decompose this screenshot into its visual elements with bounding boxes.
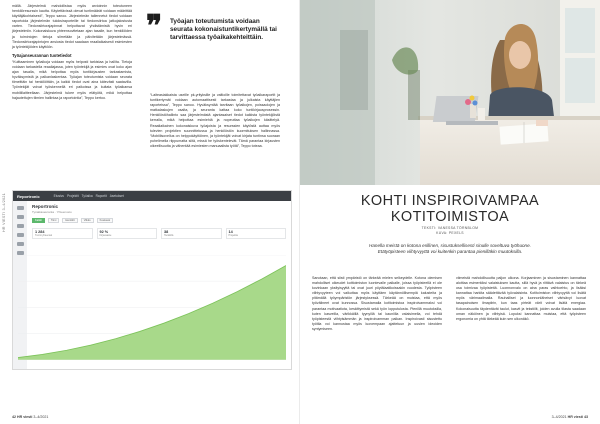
left-column-2 xyxy=(150,93,280,152)
metric-card xyxy=(161,228,222,239)
filter-chip[interactable]: Kuukausi xyxy=(97,218,114,223)
pull-quote-text: Työajan toteutumista voidaan seurata kokonaistuntikertymällä tai tarvittaessa työaikakehteittäin. xyxy=(170,18,277,42)
filter-chip[interactable]: Tiimi xyxy=(48,218,59,223)
pull-quote xyxy=(146,9,280,44)
quote-mark-icon: ❞ xyxy=(146,9,163,44)
filter-chip[interactable]: Viikko xyxy=(81,218,94,223)
right-page xyxy=(300,0,600,424)
metric-value: 92 % xyxy=(99,230,109,234)
metric-label: Henkilöä xyxy=(164,234,174,237)
issue-number: 3–4/2021 xyxy=(33,415,49,419)
page-number: 42 xyxy=(12,415,16,419)
home-icon[interactable] xyxy=(17,215,24,219)
folder-icon[interactable] xyxy=(17,242,24,246)
woman-with-laptop-photo xyxy=(300,0,600,185)
app-page-subtitle: Työaikaseuranta · Yhteenveto xyxy=(32,210,72,214)
paragraph: viimeistä mahdollisuutta paljon ulkona. Korjaaminen ja sisustaminen kannattaa aloittaa esimerkiksi valaistuksen kautta, sillä hyvä ja riittävä valaistus on tärkeä osa toimivaa työpistettä. Luonnonvalo on aina paras vaihtoehto, ja lisäksi kannattaa harkita säädettävää työvalaisinta. Kotitoimiston viihtyvyyttä voi lisätä myös värimaailmalla. Rauhalliset ja luonnonläheiset värisävyt luovat tasapainoisen ilmapiirin, kun taas pirteät värit voivat lisätä energiaa. Kokonaisuutta täydentävät taulut, kasvit ja tekstiilit, joiden avulla tilasta saadaan oman näköinen ja viihtyisä. Lopuksi kannattaa muistaa, että työpisteen ergonomia on yhtä tärkeää kuin sen ulkonäkö. xyxy=(456,276,586,321)
area-series xyxy=(18,265,286,359)
app-tab[interactable]: Etusivu xyxy=(53,194,65,198)
app-filters xyxy=(32,218,286,223)
app-tab[interactable]: Raportit xyxy=(95,194,107,198)
issue-number: 3–4/2021 xyxy=(551,415,567,419)
metric-card xyxy=(32,228,93,239)
metric-label: Tunnit yhteensä xyxy=(35,234,52,237)
right-column-2 xyxy=(456,276,586,325)
app-metrics xyxy=(32,228,286,239)
magazine-name: HR viesti xyxy=(17,415,33,419)
filter-chip[interactable]: Kaikki xyxy=(32,218,45,223)
metric-label: Kirjausaste xyxy=(99,234,112,237)
page-folio-left xyxy=(12,415,48,419)
left-column-1 xyxy=(12,4,132,104)
paragraph: mällä. Järjestelmä mahdollistaa myös arvioinnin toteutuneen henkilöresurssin kautta. Käytettävissä olevat tuntimäärät voidaan määrittää käyttäjäkohtaisesti”, Teppo sanoo. Järjestelmän tallennetut tiedot voidaan raportoida järjestelmän tuloksiraporteille tai tiedonsiirtoa jatkojalostusta varten. Tiedonsiirtorajapinnat helpottavat yhdistämistä hyvin eri järjestelmiin. Kokonaiskuva yhteensovitetaan ajan tasalle, kun henkilöiden ja toimintojen tietoja siirretään ja päivitetään järjestelmässä. Tiedonsiirtorajapintojen ansiosta tiedot saadaan reaaliaikaisesti esimiesten ja työntekijöiden käyttöön. xyxy=(12,4,132,49)
app-tab[interactable]: Projektit xyxy=(67,194,79,198)
paragraph: Sanotaan, että siisti ympäristö on tärkeää mielen selkeydelle. Kotona olemisen mahdolliset oikeudet kotitoimiston luontevalle paikalle, joissa työpisteellä ei ole kovinkaan yksityisyyttä tai ovat juuri pöytälaatikoissakin vuodesta. Työpisteen viihtyvyyteen voi vaikuttaa myös käyttäen käytännöllisempiä kalusteita ja pitämällä työympäristön järjestyksessä. Tärkeää on muistaa, että myös työvälineet ovat kunnossa. Sisustamalla kotitoimistoa inspiroivammaksi voi parantaa motivaatiota, keskittymistä sekä työn lopputulosta. Pienillä muutoksilla, kuten kasveilla, värikkäillä tyynyillä tai kauniilla valaisimella, voi tehdä työpisteestä viihtyisämmän ja inspiroivamman paikan. Inspiroivasti sisustettu työtila voi kannustaa myös luovempaan ajatteluun ja uusien ideoiden syntymiseen. xyxy=(312,276,442,331)
metric-card xyxy=(97,228,158,239)
area-chart xyxy=(18,255,286,360)
metric-card xyxy=(226,228,287,239)
right-column-1 xyxy=(312,276,442,335)
app-tab[interactable]: Työaika xyxy=(81,194,93,198)
metric-value: 14 xyxy=(228,230,233,234)
article-ingress: Hanella meistä on kotona erillinen, sisustuksellisesti sinulle soveltuva työhuone. Etätyöpisteen viihtyvyyttä voi kuitenkin parantaa pienilläkin muutoksilla. xyxy=(369,243,531,255)
app-tabs xyxy=(54,194,124,198)
menu-icon[interactable] xyxy=(17,206,24,210)
metric-label: Projektia xyxy=(228,234,238,237)
paragraph: “Kuittaaminen työaikoja voidaan myös helposti tarkistaa ja hallita. Tietoja voidaan tarkastella reaaliajassa, joten työntekijä ja esimies ovat koko ajan ajan tasalla, mikä helpottaa myös tuntikirjausten tarkastamista, hyväksymistä ja palkanlaskentaa. Työajan toteutumista voidaan seurata tiimeittäin tai henkilöittäin, ja kaikki tiedot ovat aina kätevästi saatavilla. Työntekijät voivat työskennellä eri paikoissa ja kuitata työaikansa mobiililaitteellaan. Järjestelmä tukee myös etätyötä, mikä helpottaa hajautettujen tiimien hallintaa ja raportointia”, Teppo kertoo. xyxy=(12,59,132,100)
byline-photo: KUVA: PEXELS xyxy=(436,230,464,235)
app-logo: Reportronic xyxy=(17,193,40,199)
byline-text: TEKSTI: VANESSA TÖRNBLOM xyxy=(421,226,479,230)
headline-line-2: KOTITOIMISTOA xyxy=(390,208,510,225)
page-folio-right xyxy=(552,415,588,419)
app-page-title: Reportronic xyxy=(32,204,59,209)
article-headline xyxy=(300,194,600,225)
app-topbar xyxy=(13,191,291,201)
section-heading: Työajanseurannan tuotetiedot xyxy=(12,52,72,58)
chart-icon[interactable] xyxy=(17,233,24,237)
metric-value: 38 xyxy=(164,230,169,234)
byline xyxy=(300,226,600,235)
page-number: 43 xyxy=(584,415,588,419)
metric-value: 1 284 xyxy=(35,230,45,234)
side-tag: HR VIESTI 3–4/2021 xyxy=(2,193,6,232)
headline-line-1: KOHTI INSPIROIVAMPAA xyxy=(360,193,540,209)
clock-icon[interactable] xyxy=(17,224,24,228)
paragraph: “Laiteasiakkaista useille pk-yrityksille ja valtioille toimitettavat työaikaraportit ja tuntikertymät voidaan automaattisesti tarkastaa ja julkaista käyttäjien raporteissa”, Teppo sanoo. Hyväksyntää tarvitaan työaikojen, poissaolojen ja matkalaskujen osalta, ja seuranta kattaa koko tuntikirjausprosessin. Henkilöstöhallinto saa järjestelmästä ajantasaiset tiedot kaikista työntekijöistä kerralla, mikä helpottaa esimiehiä ja nopeuttaa työaikojen käsittelyä. Reaaliaikainen kokonaiskuva työajoista ja resurssien käytöstä auttaa myös tulevien projektien suunnittelussa ja henkilöstön kuormituksen hallinnassa. “Mobiilisovellus on helppokäyttöinen, ja työntekijät voivat kirjata tuntinsa suoraan puhelimella riippumatta siitä, missä he työskentelevät. Tämä parantaa kirjausten oikeellisuutta ja vähentää esimiesten manuaalista työtä”, Teppo toteaa. xyxy=(150,93,280,148)
app-screenshot xyxy=(12,190,292,370)
magazine-name: HR viesti xyxy=(567,415,583,419)
filter-chip[interactable]: Henkilöt xyxy=(62,218,77,223)
app-tab[interactable]: Asetukset xyxy=(109,194,124,198)
